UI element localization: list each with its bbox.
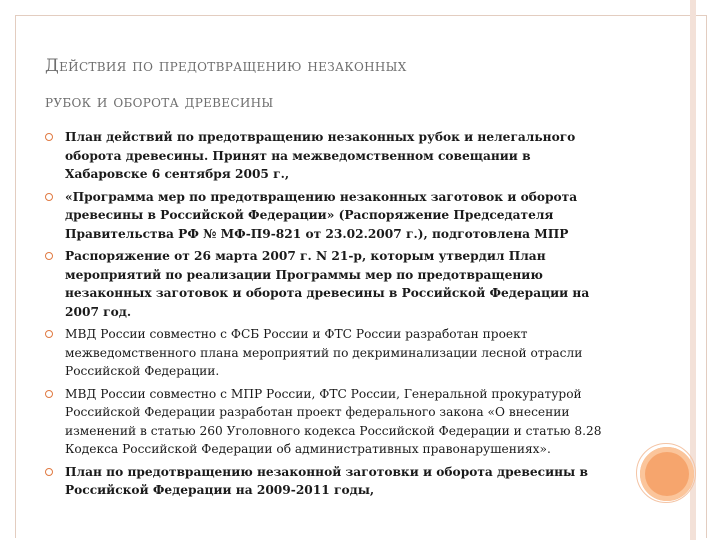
list-item-text: План действий по предотвращению незаконных рубок и нелегального оборота древесины. Принят на межведомственном совещании в Хабаровске 6 сентября 2005 г., <box>65 130 576 181</box>
bullet-icon <box>45 252 53 260</box>
bullet-icon <box>45 193 53 201</box>
title-line-2: рубок и оборота древесины <box>45 92 274 112</box>
list-item <box>45 385 615 459</box>
slide-title <box>45 48 645 120</box>
bullet-icon <box>45 390 53 398</box>
bullet-icon <box>45 330 53 338</box>
list-item <box>45 128 615 184</box>
list-item-text: План по предотвращению незаконной заготовки и оборота древесины в Российской Федерации на 2009-2011 годы, <box>65 464 588 497</box>
list-item <box>45 247 615 321</box>
list-item-text: «Программа мер по предотвращению незаконных заготовок и оборота древесины в Российской Федерации» (Распоряжение Председателя Правительства РФ № МФ-П9-821 от 23.02.2007 г.), подготовлена МПР <box>65 189 578 241</box>
decorative-circle-icon <box>640 447 694 501</box>
list-item-text: Распоряжение от 26 марта 2007 г. N 21-р, которым утвердил План мероприятий по реализации Программы мер по предотвращению незаконных заготовок и оборота древесины в Российской Федерации на 2007 год. <box>65 249 590 319</box>
bullet-list <box>45 128 615 504</box>
bullet-icon <box>45 468 53 476</box>
list-item <box>45 463 615 500</box>
title-line-1: Действия по предотвращению незаконных <box>45 56 407 76</box>
list-item-text: МВД России совместно с МПР России, ФТС России, Генеральной прокуратурой Российской Федерации разработан проект федерального закона «О внесении изменений в статью 260 Уголовного кодекса Российской Федерации и статью 8.28 Кодекса Российской Федерации об административных правонарушениях». <box>65 386 602 456</box>
bullet-icon <box>45 133 53 141</box>
list-item <box>45 188 615 244</box>
list-item-text: МВД России совместно с ФСБ России и ФТС России разработан проект межведомственного плана мероприятий по декриминализации лесной отрасли Российской Федерации. <box>65 327 583 378</box>
list-item <box>45 325 615 381</box>
